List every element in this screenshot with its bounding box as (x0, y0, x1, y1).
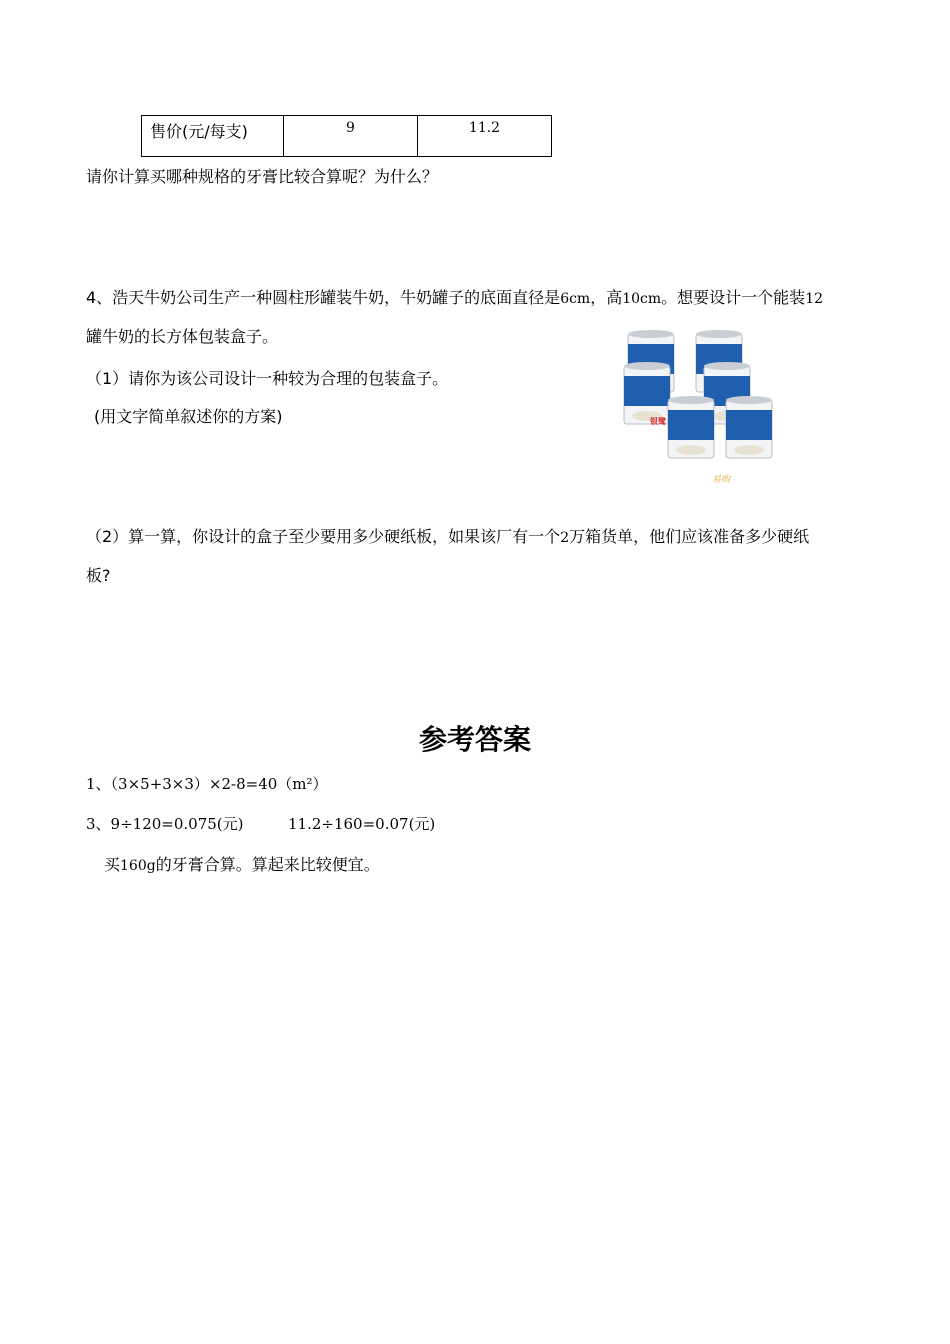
q4-order-count: 2 (560, 530, 570, 546)
question-4-line-1 (86, 285, 823, 308)
watermark: 易购 (712, 475, 731, 485)
question-4-part-1-note: (用文字简单叙述你的方案) (94, 407, 283, 426)
q4-text: 万箱货单，他们应该准备多少硬纸 (569, 527, 810, 546)
answer-text: 的牙膏合算。算起来比较便宜。 (155, 855, 380, 874)
answer-text: 买 (104, 855, 121, 874)
table-cell: 9 (284, 116, 418, 157)
q4-height: 10cm (622, 291, 662, 307)
table-cell: 11.2 (418, 116, 552, 157)
price-table (141, 115, 552, 157)
answer-3-part-1: 3、9÷120=0.075(元) (86, 815, 244, 833)
can-label: 牛奶花生 (628, 431, 665, 441)
q4-text: 。想要设计一个能装 (661, 288, 806, 307)
q4-diameter: 6cm (560, 291, 591, 307)
table-row-label: 售价(元/每支) (142, 116, 284, 157)
question-4-line-2: 罐牛奶的长方体包装盒子。 (86, 327, 279, 346)
question-4-part-2 (86, 524, 809, 547)
question-4-part-1: （1）请你为该公司设计一种较为合理的包装盒子。 (86, 369, 449, 388)
question-4-part-2-cont: 板? (86, 566, 111, 585)
q4-text: （2）算一算，你设计的盒子至少要用多少硬纸板，如果该厂有一个 (86, 527, 561, 546)
q4-text: 4、浩天牛奶公司生产一种圆柱形罐装牛奶，牛奶罐子的底面直径是 (86, 288, 561, 307)
q4-text: ，高 (590, 288, 623, 307)
question-3-prompt: 请你计算买哪种规格的牙膏比较合算呢？为什么？ (86, 167, 439, 186)
answer-3-line-2 (104, 852, 380, 875)
can-brand: 银鹭 (650, 417, 666, 426)
answers-title: 参考答案 (418, 723, 531, 756)
table-row (142, 116, 552, 157)
answer-3-part-2: 11.2÷160=0.07(元) (288, 815, 436, 833)
answer-1: 1、（3×5+3×3）×2-8=40（m²） (86, 775, 328, 793)
q4-count: 12 (805, 291, 824, 307)
milk-cans-image (614, 328, 784, 488)
answer-weight: 160g (120, 858, 156, 874)
